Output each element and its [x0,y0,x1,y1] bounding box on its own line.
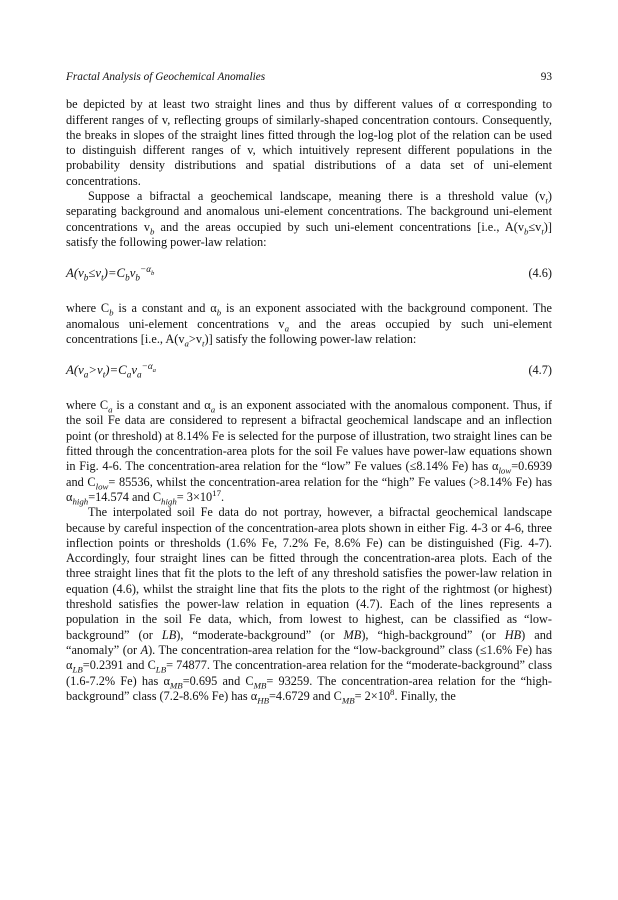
running-header [66,70,552,85]
paragraph-3: where $C_b$ is a constant and $\alpha_b$ is an exponent associated with the background component. The anomalous uni-element concentrations $v_a$ and the areas occupied by such uni-element concentrations [i.e., $A(v_a>v_t)$] satisfy the following power-law relation: [66,301,552,349]
equation-number: (4.6) [528,266,552,281]
paragraph-5: The interpolated soil Fe data do not portray, however, a bifractal geochemical landscape because by careful inspection of the concentration-area plots shown in either Fig. 4-3 or 4-6, three inflection points or thresholds (1.6% Fe, 7.2% Fe, 8.6% Fe) can be distinguished (Fig. 4-7). Accordingly, four straight lines can be fitted through the concentration-area plots. Each of the three straight lines that fit the plots to the left of any threshold satisfies the power-law relation in equation (4.6), whilst the straight line that fits the plots to the right of the rightmost (or highest) threshold satisfies the power-law relation in equation (4.7). Each of the lines represents a population in the soil Fe data, which, from lowest to highest, can be classified as “low-background” (or LB), “moderate-background” (or MB), “high-background” (or HB) and “anomaly” (or A). The concentration-area relation for the “low-background” class (≤1.6% Fe) has $\alpha_{LB}=0.2391$ and $C_{LB}= 74877$. The concentration-area relation for the “moderate-background” class (1.6-7.2% Fe) has $\alpha_{MB}=0.695$ and $C_{MB}= 93259$. The concentration-area relation for the “high-background” class (7.2-8.6% Fe) has $\alpha_{HB}=4.6729$ and $C_{MB}= 2\times 10^8$. Finally, the [66,505,553,706]
paragraph-4: where $C_a$ is a constant and $\alpha_a$ is an exponent associated with the anomalous component. Thus, if the soil Fe data are considered to represent a bifractal geochemical landscape and an inflection point (or threshold) at 8.14% Fe is selected for the purpose of illustration, two straight lines can be fitted through the concentration-area plots for the soil Fe values have power-law equations shown in Fig. 4-6. The concentration-area relation for the “low” Fe values (≤8.14% Fe) has $\alpha_{low}=0.6939$ and $C_{low}= 85536$, whilst the concentration-area relation for the “high” Fe values (>8.14% Fe) has $\alpha_{high}=14.574$ and $C_{high}= 3\times 10^{17}$. [66,398,553,507]
equation-4-6-expression: $A(v_b\le v_t)=C_bv_b^{-\alpha_b}$ [66,264,155,283]
equation-number: (4.7) [528,363,552,378]
running-title: Fractal Analysis of Geochemical Anomalies [66,71,266,83]
paragraph-2: Suppose a bifractal a geochemical landscape, meaning there is a threshold value $(v_t)$ separating background and anomalous uni-element concentrations. The background uni-element concentrations $v_b$ and the areas occupied by such uni-element concentrations [i.e., $A(v_b\le v_t)$] satisfy the following power-law relation: [66,189,552,249]
paragraph-1: be depicted by at least two straight lines and thus by different values of α corresponding to different ranges of v, reflecting groups of similarly-shaped concentration contours. Consequently, the breaks in slopes of the straight lines fitted through the log-log plot of the relation can be used to distinguish different ranges of v, which intuitively represent different populations in the probability density distributions and spatial distributions of a data set of uni-element concentrations. [66,97,552,188]
page-number: 93 [540,71,552,83]
equation-4-6 [66,266,552,284]
equation-4-7-expression: $A(v_a>v_t)=C_av_a^{-\alpha_a}$ [66,360,156,380]
equation-4-7 [66,360,552,381]
